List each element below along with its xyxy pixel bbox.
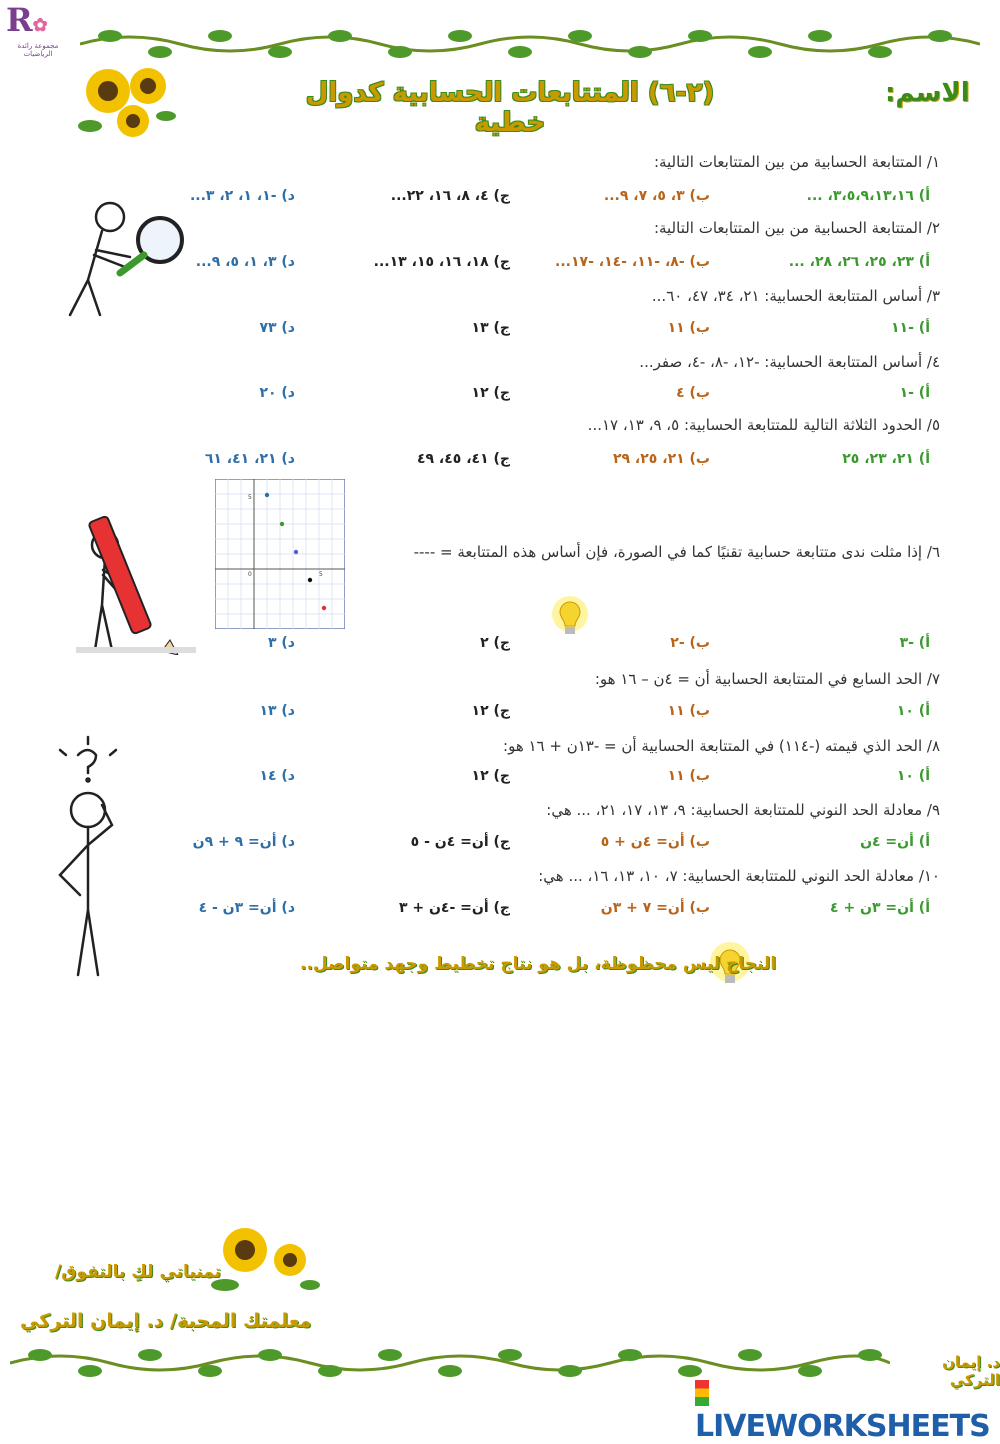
q1-option-a[interactable]: أ) ٣،٥،٩،١٣،١٦، ... (806, 188, 930, 204)
question-5: ٥/ الحدود الثلاثة التالية للمتتابعة الحسابية: ٥، ٩، ١٣، ١٧... (587, 416, 940, 434)
motivational-quote: النجاح ليس محظوظة، بل هو نتاج تخطيط وجهد متواصل.. (300, 954, 777, 974)
signature: د. إيمان التركي (942, 1353, 1000, 1389)
sunflower-icon (210, 1215, 320, 1305)
graph-point (308, 578, 312, 582)
q4-option-c[interactable]: ج) ١٢ (471, 385, 510, 401)
q5-option-a[interactable]: أ) ٢١، ٢٣، ٢٥ (842, 451, 930, 467)
q9-option-c[interactable]: ج) أن= ٤ن - ٥ (410, 834, 510, 850)
question-9: ٩/ معادلة الحد النوني للمتتابعة الحسابية: ٩، ١٣، ١٧، ٢١، ... هي: (546, 801, 940, 819)
name-label: الاسم: (885, 78, 970, 108)
sequence-graph (215, 479, 345, 629)
q8-option-d[interactable]: د) ١٤ (259, 768, 295, 784)
q7-option-a[interactable]: أ) ١٠ (896, 703, 930, 719)
q7-option-d[interactable]: د) ١٣ (259, 703, 295, 719)
question-8: ٨/ الحد الذي قيمته (-١١٤) في المتتابعة الحسابية أن = -١٣ن + ١٦ هو: (503, 737, 940, 755)
logo-text: مجموعة رائدة الرياضيات (17, 42, 59, 58)
q9-option-d[interactable]: د) أن= ٩ + ٩ن (192, 834, 295, 850)
graph-point (280, 522, 284, 526)
question-6: ٦/ إذا مثلت ندى متتابعة حسابية تقنيًا كما في الصورة، فإن أساس هذه المتتابعة = ---- (413, 543, 940, 561)
q7-option-b[interactable]: ب) ١١ (667, 703, 710, 719)
q8-option-a[interactable]: أ) ١٠ (896, 768, 930, 784)
q6-option-c[interactable]: ج) ٢ (480, 635, 510, 651)
question-4: ٤/ أساس المتتابعة الحسابية: -١٢، -٨، -٤، صفر... (639, 353, 940, 371)
q2-option-d[interactable]: د) ٣، ١، ٥، ٩... (195, 254, 295, 270)
q10-option-c[interactable]: ج) أن= -٤ن + ٣ (398, 900, 510, 916)
q2-option-c[interactable]: ج) ١٨، ١٦، ١٥، ١٣... (373, 254, 510, 270)
q10-option-a[interactable]: أ) أن= ٣ن + ٤ (830, 900, 930, 916)
graph-point (322, 606, 326, 610)
q8-option-b[interactable]: ب) ١١ (667, 768, 710, 784)
top-vine-decoration (80, 26, 980, 60)
q1-option-d[interactable]: د) -١، ١، ٢، ٣... (189, 188, 295, 204)
magnifier-figure-illustration (30, 195, 190, 325)
graph-origin-label: 0 (248, 571, 252, 578)
q4-option-b[interactable]: ب) ٤ (676, 385, 710, 401)
q1-option-b[interactable]: ب) ٣، ٥، ٧، ٩... (603, 188, 710, 204)
q5-option-c[interactable]: ج) ٤١، ٤٥، ٤٩ (416, 451, 510, 467)
q3-option-d[interactable]: د) ٧٣ (259, 320, 295, 336)
q6-option-b[interactable]: ب) -٢ (670, 635, 710, 651)
q7-option-c[interactable]: ج) ١٢ (471, 703, 510, 719)
question-3: ٣/ أساس المتتابعة الحسابية: ٢١، ٣٤، ٤٧، ٦٠... (651, 287, 940, 305)
question-1: ١/ المتتابعة الحسابية من بين المتتابعات التالية: (653, 153, 940, 171)
teacher-name: معلمتك المحبة/ د. إيمان التركي (20, 1310, 312, 1332)
pencil-figure-illustration (70, 505, 200, 655)
q3-option-b[interactable]: ب) ١١ (667, 320, 710, 336)
liveworksheets-brand[interactable] (695, 1374, 1000, 1444)
q4-option-d[interactable]: د) ٢٠ (259, 385, 295, 401)
logo: R✿ مجموعة رائدة الرياضيات (6, 4, 70, 60)
graph-point (265, 493, 269, 497)
q10-option-b[interactable]: ب) أن= ٧ + ٣ن (600, 900, 710, 916)
q9-option-b[interactable]: ب) أن= ٤ن + ٥ (600, 834, 710, 850)
question-7: ٧/ الحد السابع في المتتابعة الحسابية أن = ٤ن – ١٦ هو: (594, 670, 940, 688)
brand-logo-icon (695, 1380, 709, 1406)
lightbulb-icon (545, 592, 595, 644)
q9-option-a[interactable]: أ) أن= ٤ن (860, 834, 930, 850)
q8-option-c[interactable]: ج) ١٢ (471, 768, 510, 784)
q2-option-b[interactable]: ب) -٨، -١١، -١٤، -١٧... (555, 254, 710, 270)
q3-option-a[interactable]: أ) -١١ (891, 320, 930, 336)
question-2: ٢/ المتتابعة الحسابية من بين المتتابعات التالية: (653, 219, 940, 237)
graph-point (294, 550, 298, 554)
q6-option-d[interactable]: د) ٣ (267, 635, 295, 651)
q1-option-c[interactable]: ج) ٤، ٨، ١٦، ٢٢... (390, 188, 510, 204)
wish-text: تمنياتي لكِ بالتفوق/ (55, 1262, 222, 1282)
page-title: (٢-٦) المتتابعات الحسابية كدوال خطية (305, 78, 715, 138)
q4-option-a[interactable]: أ) -١ (899, 385, 930, 401)
q5-option-b[interactable]: ب) ٢١، ٢٥، ٢٩ (612, 451, 710, 467)
q5-option-d[interactable]: د) ٢١، ٤١، ٦١ (204, 451, 295, 467)
q3-option-c[interactable]: ج) ١٣ (471, 320, 510, 336)
brand-text: LIVEWORKSHEETS (695, 1409, 990, 1444)
q6-option-a[interactable]: أ) -٣ (899, 635, 930, 651)
question-10: ١٠/ معادلة الحد النوني للمتتابعة الحسابية: ٧، ١٠، ١٣، ١٦، ... هي: (538, 867, 940, 885)
graph-y-label: 5 (248, 494, 252, 501)
sunflower-icon (78, 56, 178, 146)
q10-option-d[interactable]: د) أن= ٣ن - ٤ (198, 900, 295, 916)
q2-option-a[interactable]: أ) ٢٣، ٢٥، ٢٦، ٢٨، ... (788, 254, 930, 270)
graph-x-label: 5 (319, 571, 323, 578)
thinking-figure-illustration (40, 735, 150, 980)
